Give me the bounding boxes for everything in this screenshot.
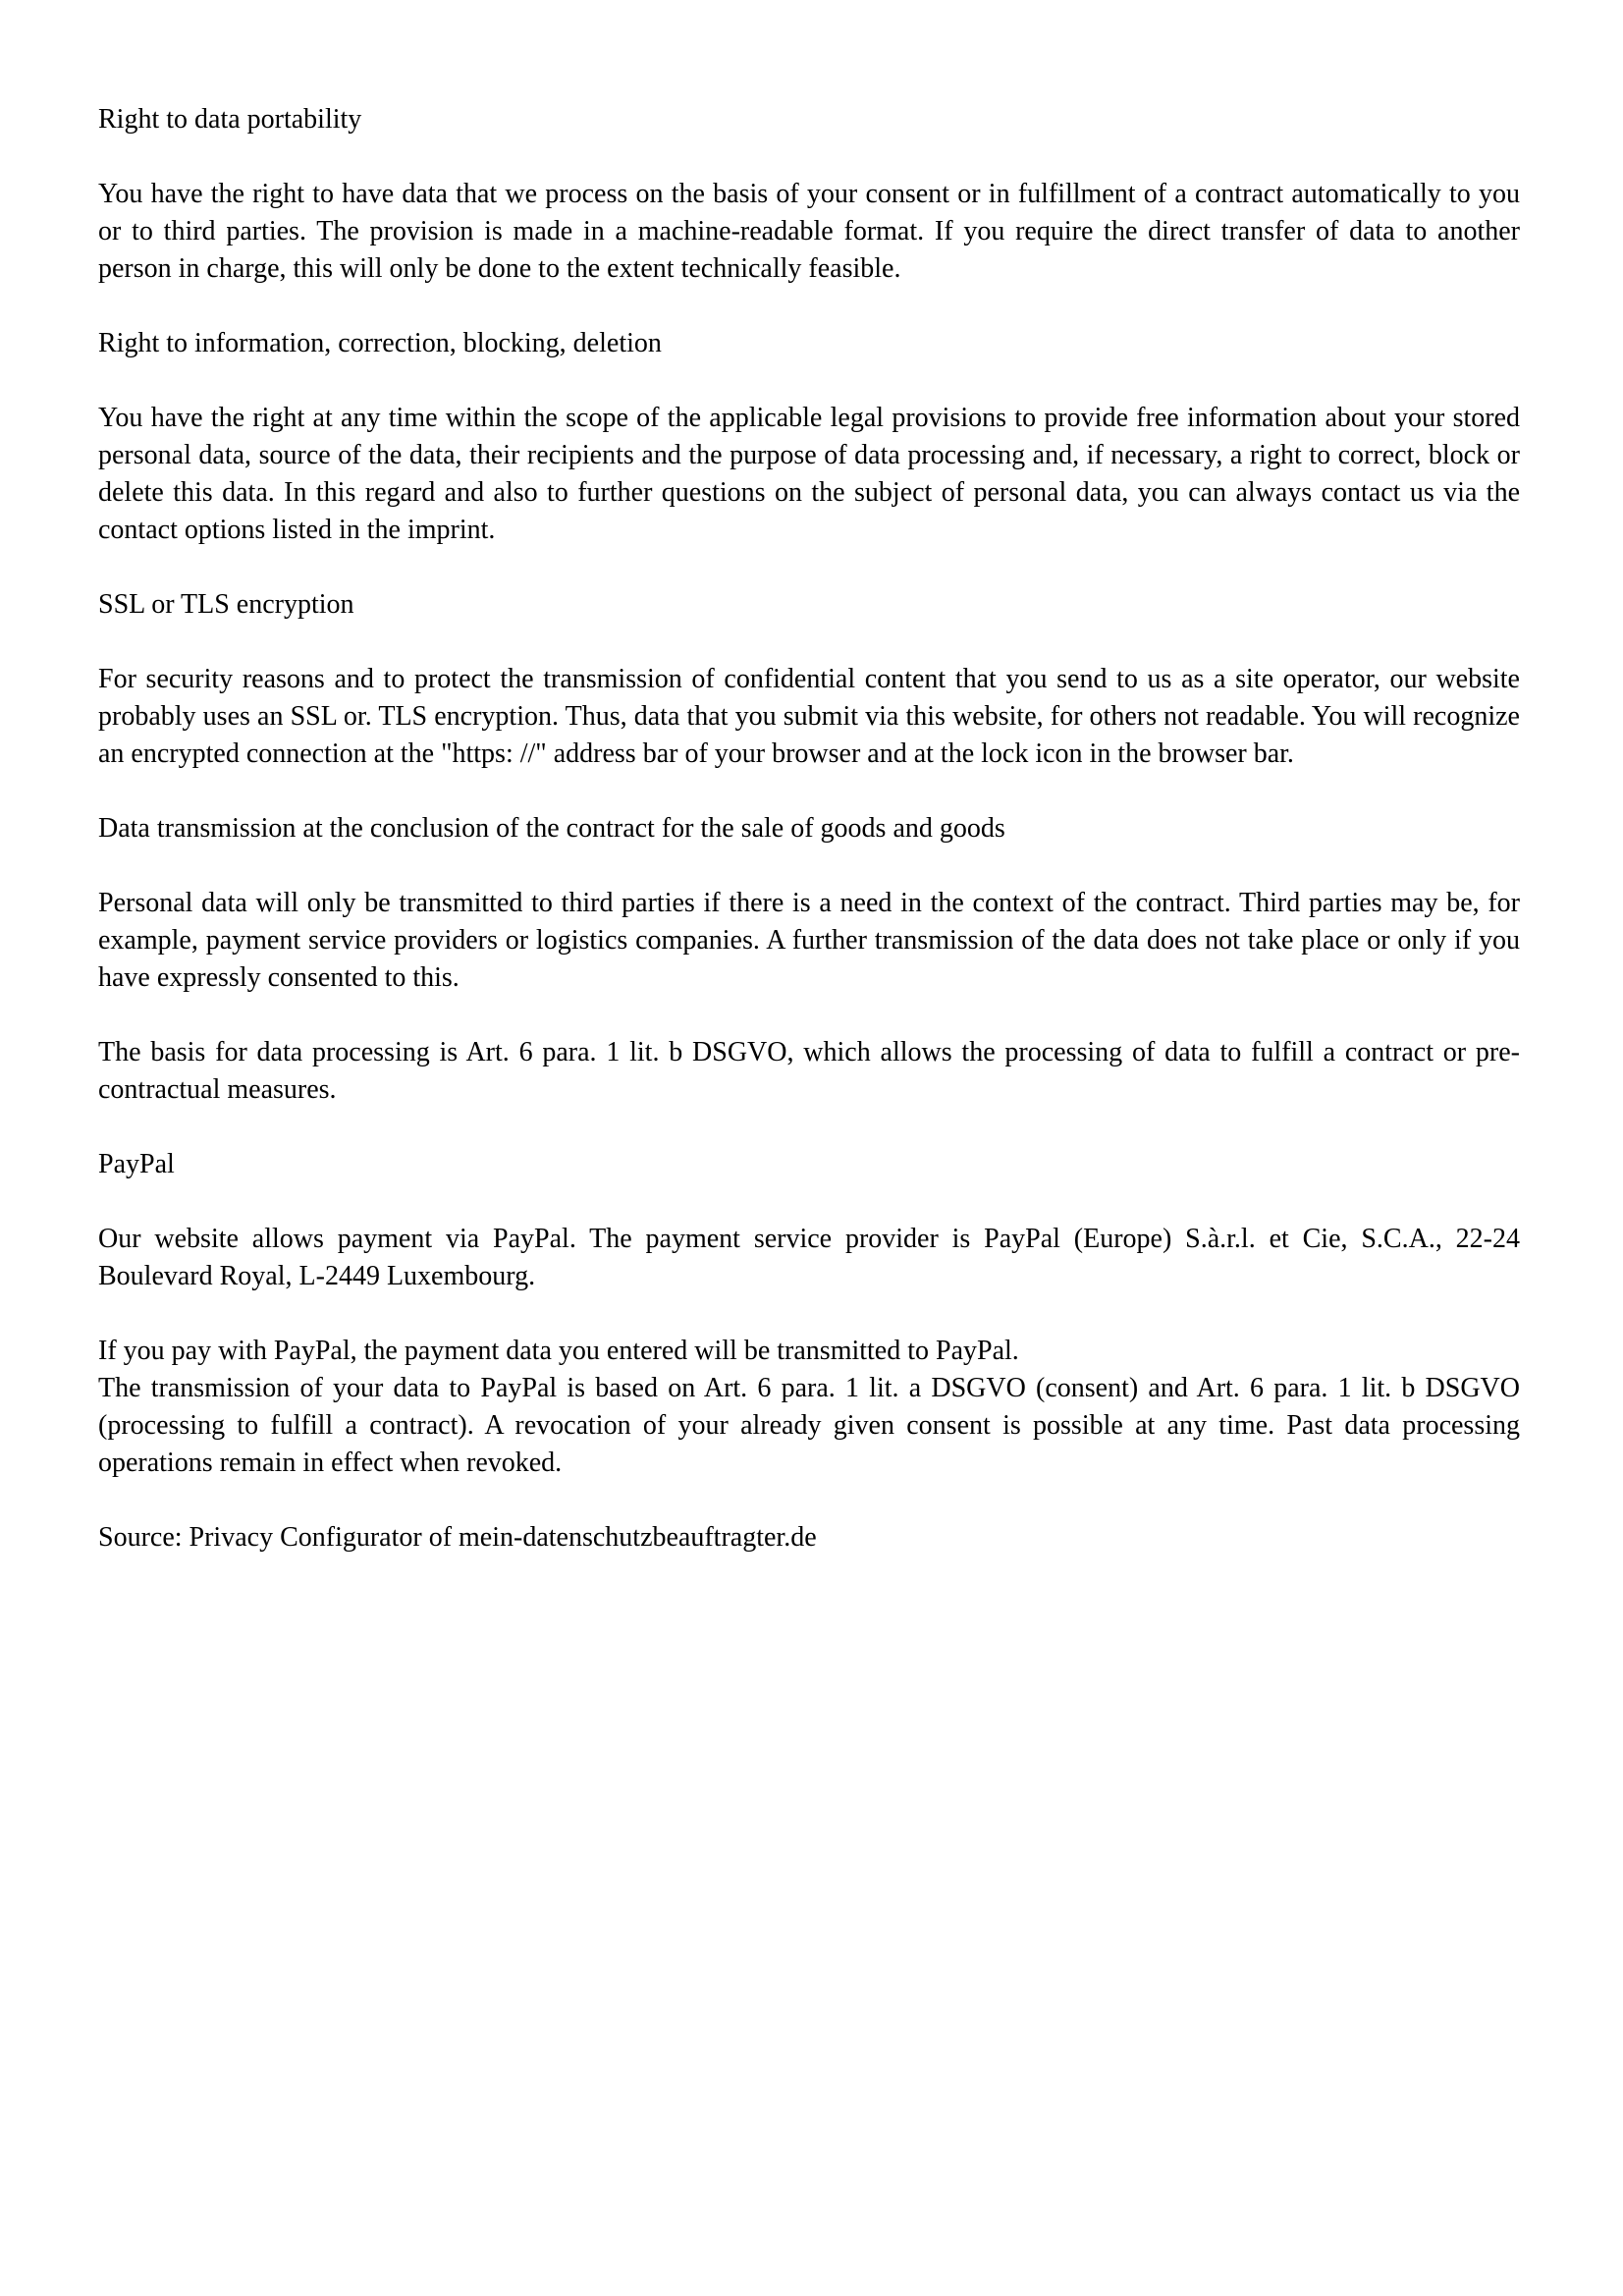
paragraph-line-pay-with-paypal: If you pay with PayPal, the payment data you entered will be transmitted to PayPal. xyxy=(98,1336,1019,1366)
heading-ssl-or-tls-encryption: SSL or TLS encryption xyxy=(98,589,354,620)
paragraph-text-transmission-legal-basis: The transmission of your data to PayPal is based on Art. 6 para. 1 lit. a DSGVO (consent) and Art. 6 para. 1 lit. b DSGVO (processing to fulfill a contract). A revocation of your already given consent is possible at any time. Past data processing operations remain in effect when revoked. xyxy=(98,1373,1520,1478)
source-line: Source: Privacy Configurator of mein-datenschutzbeauftragter.de xyxy=(98,1522,817,1553)
heading-right-to-information-correction-blocking-deletion: Right to information, correction, blocking, deletion xyxy=(98,328,662,358)
heading-paypal: PayPal xyxy=(98,1149,175,1179)
paragraph-data-portability-body: You have the right to have data that we process on the basis of your consent or in fulfillment of a contract automatically to you or to third parties. The provision is made in a machine-readable format. If you require the direct transfer of data to another person in charge, this will only be done to the extent technically feasible. xyxy=(98,179,1520,284)
paragraph-information-correction-body: You have the right at any time within the scope of the applicable legal provisions to provide free information about your stored personal data, source of the data, their recipients and the purpose of data processing and, if necessary, a right to correct, block or delete this data. In this regard and also to further questions on the subject of personal data, you can always contact us via the contact options listed in the imprint. xyxy=(98,403,1520,545)
heading-data-transmission-conclusion-of-contract: Data transmission at the conclusion of the contract for the sale of goods and goods xyxy=(98,813,1005,844)
paragraph-third-party-transmission-body: Personal data will only be transmitted to third parties if there is a need in the context of the contract. Third parties may be, for example, payment service providers or logistics companies. A further transmission of the data does not take place or only if you have expressly consented to this. xyxy=(98,888,1520,993)
paragraph-basis-for-data-processing: The basis for data processing is Art. 6 para. 1 lit. b DSGVO, which allows the processing of data to fulfill a contract or pre-contractual measures. xyxy=(98,1037,1520,1105)
paragraph-paypal-provider: Our website allows payment via PayPal. The payment service provider is PayPal (Europe) S.à.r.l. et Cie, S.C.A., 22-24 Boulevard Royal, L-2449 Luxembourg. xyxy=(98,1224,1520,1291)
paragraph-paypal-payment-data xyxy=(98,1333,1520,1482)
heading-right-to-data-portability: Right to data portability xyxy=(98,104,362,135)
paragraph-ssl-tls-body: For security reasons and to protect the transmission of confidential content that you send to us as a site operator, our website probably uses an SSL or. TLS encryption. Thus, data that you submit via this website, for others not readable. You will recognize an encrypted connection at the "https: //" address bar of your browser and at the lock icon in the browser bar. xyxy=(98,664,1520,769)
